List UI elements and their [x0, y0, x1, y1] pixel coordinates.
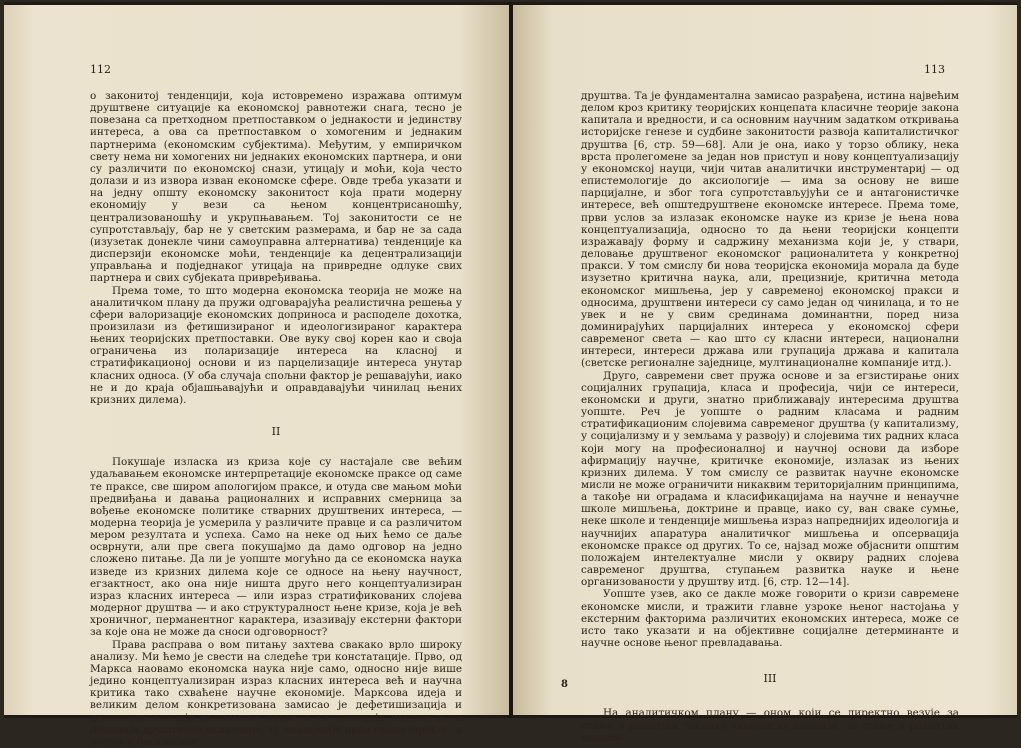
- paragraph: Друго, савремени свет пружа основе и за егзистирање оних социјалних групација, класа и професија, чији се интереси, економски и други, знатно приближавају интересима друштва уопште. Реч је уопште о радним класама и радним стратификационим слојевима савременог друштва (у капитализму, у социјализму и у земљама у развоју) и слојевима тих радних класа који могу на професионалној и научној основи да изборе афирмацију научне, критичке економије, излазак из њених кризних дилема. У том смислу се развитак научне економске мисли не може ограничити никаквим територијалним принципима, а такође ни оградама и класификацијама на научне и ненаучне школе мишљења, доктрине и правце, иако су, ван сваке сумње, неке школе и тенденције мишљења израз напреднијих идеологија и научнијих апаратура аналитичког мишљења и опсервација економске праксе од других. То се, најзад може објаснити општим положајем интелектуалне мисли у оквиру радних слојева савременог друштва, ступањем развитка науке и њене организованости у друштву итд. [6, стр. 12—14].: [581, 369, 959, 589]
- left-page: [4, 5, 509, 748]
- section-heading: III: [763, 672, 777, 686]
- paragraph: Према томе, то што модерна економска теорија не може на аналитичком плану да пружи одговарајућа реалистична решења у сфери валоризације економских доприноса и расподеле дохотка, произилази из фетишизираног и идеологизираног карактера њених теоријских претпоставки. Ове вуку свој корен као и своја ограничења из поларизације интереса на класној и стратификационој основи и из парцелизације интереса унутар класних односа. (У оба случаја спољни фактор је решавајући, иако не и до краја објашњавајући и оправдавајући чинилац њених кризних дилема).: [90, 284, 462, 406]
- book-spread: [4, 2, 1017, 748]
- paragraph: На аналитичком плану — оном који се директно везује за стање и развитак технике економске анализе, за стање и развитак економ-: [581, 707, 959, 744]
- paragraph: о законитој тенденцији, која истовремено изражава оптимум друштвене ситуације ка економској равнотежи снага, тесно је повезана са претходном претпоставком о једнакости и јединству интереса, а ова са претпоставком о хомогеним и једнаким партнерима (економским субјектима). Међутим, у емпиричком свету нема ни хомогених ни једнаких економских партнера, и они су различити по економској снази, утицају и моћи, која често долази и из извора изван економске сфере. Овде треба указати и на једну општу економску законитост која прати модерну економију у вези са њеном концентрисаношћу, централизованошћу и укрупњавањем. Тој законитости се не супротстављају, бар не у светским размерама, и бар не за сада (изузетак донекле чини самоуправна алтернатива) тенденције ка дисперзији економске моћи, тенденције ка децентрализацији управљања и подједнаког утицаја на привредне одлуке свих партнера и свих субјеката привређивања.: [90, 90, 462, 285]
- right-page: [513, 5, 1017, 744]
- paragraph: Права расправа о вом питању захтева свакако врло широку анализу. Ми ћемо је свести на следеће три констатације. Прво, од Маркса наовамо економска наука није само, односно није више једино концептуализиран израз класних интереса већ и научна критика тако схваћене научне економије. Марксова идеја и великим делом конкретизована замисао је дефетишизација и деаполотетизација економске науке и са позиција научне и са позиција друштвене економије, тј. економије прво пролетерског, а потом и бескласног: [90, 638, 462, 748]
- right-page-body: [581, 90, 959, 744]
- paragraph: Покушаје изласка из криза које су настајале све већим удаљавањем економске интерпретације економске праксе од саме те праксе, све широм апологијом праксе, и отуда све мањом моћи предвиђања и давања рационалних и исправних смерница за вођење економске политике стварних друштвених интереса, — модерна теорија је усмерила у различите правце и са различитом мером резултата и успеха. Само на неке од њих ћемо се даље осврнути, али пре свега покушајмо да дамо одговор на једно сложено питање. Да ли је уопште могућно да се економска наука изведе из кризних дилема које се односе на њену научност, егзактност, ако она није ништа друго него концептуализиран израз класних интереса — или израз стратификованих слојева модерног друштва — и ако структуралност њене кризе, која је већ хроничног, перманентног карактера, изазивају екстерни фактори за које она не може да сноси одговорност?: [90, 456, 462, 639]
- paragraph: друштва. Та је фундаментална замисао разрађена, истина највећим делом кроз критику теоријских концепата класичне теорије закона капитала и вредности, и са основним научним задатком откривања историјске генезе и судбине законитости развоја капиталистичког друштва [6, стр. 59—68]. Али је она, иако у торзо облику, нека врста пролегомене за један нов приступ и нову концептуализацију у економској науци, чији читав аналитички инструментариј — од епистемологије до аксиологије — има за основу не више парцијалне, и због тога супротстављујући се и антагонистичке интересе, већ општедруштвене економске интересе. Према томе, први услов за излазак економске науке из кризе је њена нова концептуализација, односно то да њени теоријски концепти изражавају форму и садржину механизма који је, у ствари, деловање друштвеног економског рационалитета у конкретној пракси. У том смислу би нова теоријска економија морала да буде изузетно критична наука, али, прецизније, критична метода економског мишљења, јер у савременој економској пракси и односима, друштвени интереси су само један од чинилаца, и то не увек и не у свим срединама доминантни, поред низа доминирајућих парцијалних интереса у економској сфери савременог света — као што су класни интереси, национални интереси, интереси држава или групација држава и капитала (светске регионалне заједнице, мултинационалне компаније итд.).: [581, 90, 959, 370]
- signature-mark: 8: [561, 679, 568, 690]
- left-page-body: [90, 90, 462, 748]
- section-heading: II: [271, 425, 281, 439]
- page-number-right: 113: [924, 63, 945, 76]
- page-number-left: 112: [90, 63, 111, 76]
- paragraph: Уопште узев, ако се дакле може говорити о кризи савремене економске мисли, и тражити главне узроке њеног настојања у екстерним факторима различитих економских интереса, може се исто тако указати и на објективне социјалне детерминанте и научне основе њеног превладавања.: [581, 588, 959, 650]
